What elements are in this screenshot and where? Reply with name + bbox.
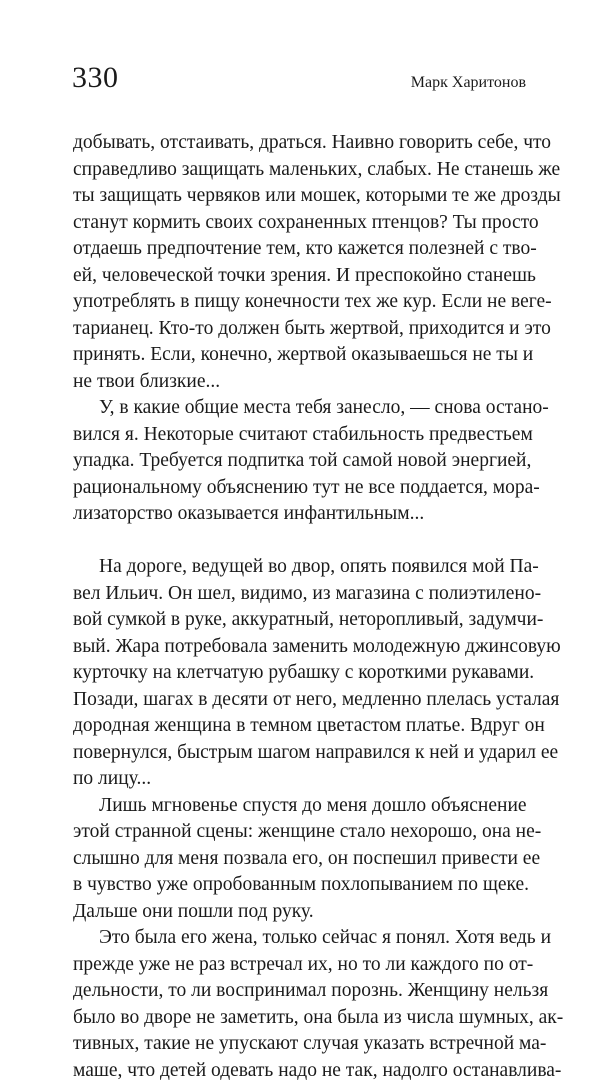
section-break	[73, 528, 526, 555]
text-line: не твои близкие...	[73, 369, 526, 396]
text-line: У, в какие общие места тебя занесло, — снова остано-	[73, 395, 526, 422]
text-line: Дальше они пошли под руку.	[73, 899, 526, 926]
text-line: употреблять в пищу конечности тех же кур. Если не веге-	[73, 289, 526, 316]
text-line: добывать, отстаивать, драться. Наивно говорить себе, что	[73, 130, 526, 157]
paragraph	[73, 395, 526, 528]
text-line: упадка. Требуется подпитка той самой новой энергией,	[73, 448, 526, 475]
text-line: вой сумкой в руке, аккуратный, неторопливый, задумчи-	[73, 607, 526, 634]
text-line: ей, человеческой точки зрения. И преспокойно станешь	[73, 263, 526, 290]
text-line: вый. Жара потребовала заменить молодежную джинсовую	[73, 634, 526, 661]
text-line: вел Ильич. Он шел, видимо, из магазина с полиэтилено-	[73, 581, 526, 608]
text-line: отдаешь предпочтение тем, кто кажется полезней с тво-	[73, 236, 526, 263]
paragraph	[73, 925, 526, 1084]
text-line: станут кормить своих сохраненных птенцов? Ты просто	[73, 210, 526, 237]
paragraph	[73, 554, 526, 793]
page-number: 330	[72, 58, 119, 98]
text-line: прежде уже не раз встречал их, но то ли каждого по от-	[73, 952, 526, 979]
text-line: лизаторство оказывается инфантильным...	[73, 501, 526, 528]
text-line: дельности, то ли воспринимал порознь. Женщину нельзя	[73, 978, 526, 1005]
text-line: На дороге, ведущей во двор, опять появился мой Па-	[73, 554, 526, 581]
text-line: дородная женщина в темном цветастом платье. Вдруг он	[73, 713, 526, 740]
paragraph	[73, 130, 526, 395]
text-line: этой странной сцены: женщине стало нехорошо, она не-	[73, 819, 526, 846]
text-line: тарианец. Кто-то должен быть жертвой, приходится и это	[73, 316, 526, 343]
text-line: Позади, шагах в десяти от него, медленно плелась усталая	[73, 687, 526, 714]
text-line: ты защищать червяков или мошек, которыми те же дрозды	[73, 183, 526, 210]
text-line: принять. Если, конечно, жертвой оказываешься не ты и	[73, 342, 526, 369]
text-line: Это была его жена, только сейчас я понял. Хотя ведь и	[73, 925, 526, 952]
text-line: вился я. Некоторые считают стабильность предвестьем	[73, 422, 526, 449]
text-line: слышно для меня позвала его, он поспешил привести ее	[73, 846, 526, 873]
text-line: повернулся, быстрым шагом направился к ней и ударил ее	[73, 740, 526, 767]
text-line: было во дворе не заметить, она была из числа шумных, ак-	[73, 1005, 526, 1032]
text-line: курточку на клетчатую рубашку с короткими рукавами.	[73, 660, 526, 687]
text-line: маше, что детей одевать надо не так, надолго останавлива-	[73, 1058, 526, 1084]
text-line: Лишь мгновенье спустя до меня дошло объяснение	[73, 793, 526, 820]
body-text	[73, 130, 526, 1084]
text-line: рациональному объяснению тут не все поддается, мора-	[73, 475, 526, 502]
paragraph	[73, 793, 526, 926]
text-line: справедливо защищать маленьких, слабых. Не станешь же	[73, 157, 526, 184]
text-line: по лицу...	[73, 766, 526, 793]
text-line: в чувство уже опробованным похлопыванием по щеке.	[73, 872, 526, 899]
text-line: тивных, такие не упускают случая указать встречной ма-	[73, 1031, 526, 1058]
running-head-author: Марк Харитонов	[411, 72, 526, 94]
